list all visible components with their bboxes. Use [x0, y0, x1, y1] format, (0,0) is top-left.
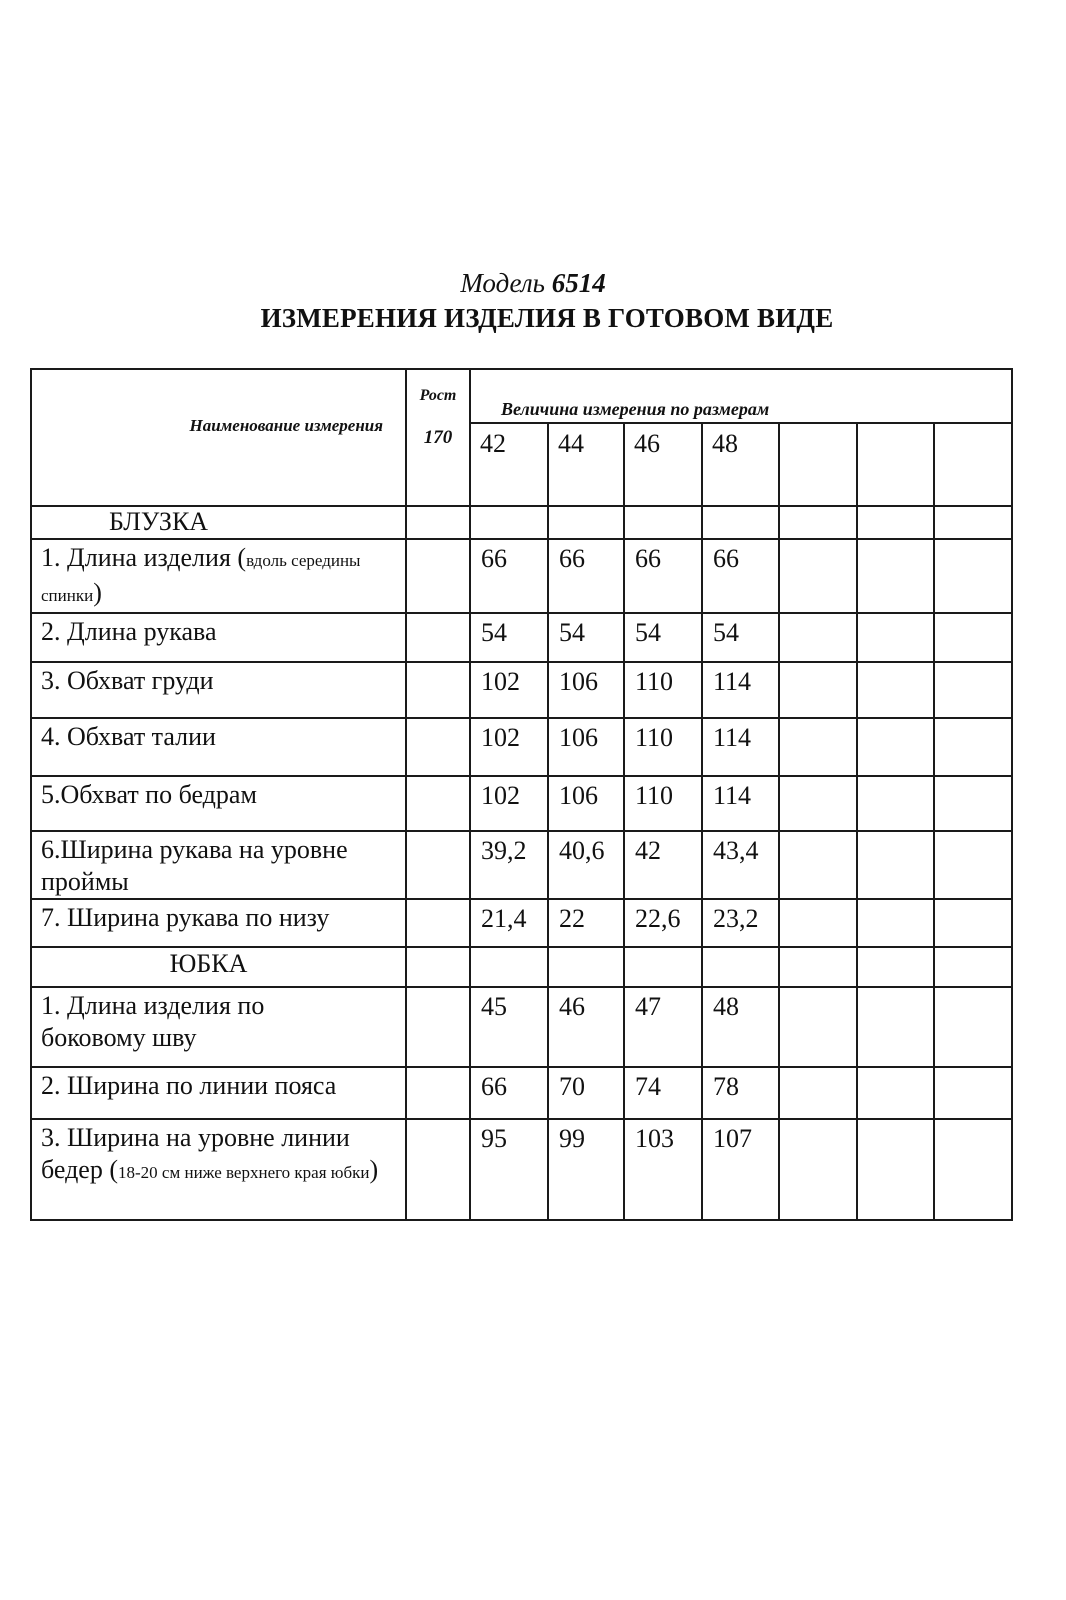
cell-value: 21,4: [470, 899, 548, 947]
table-row: [31, 899, 1012, 947]
table-row: [31, 1119, 1012, 1220]
column-header-sizes: Величина измерения по размерам: [470, 369, 1012, 423]
cell-value: 66: [624, 539, 702, 613]
row-label: 5.Обхват по бедрам: [31, 776, 406, 831]
cell-value: 54: [548, 613, 624, 662]
cell-value: 22,6: [624, 899, 702, 947]
model-line: [0, 268, 1066, 299]
cell-value: 48: [702, 987, 779, 1067]
table-row: [31, 718, 1012, 776]
section-row: [31, 947, 1012, 987]
cell-value: 45: [470, 987, 548, 1067]
cell-value: 54: [624, 613, 702, 662]
size-header: 46: [624, 423, 702, 506]
size-header: [934, 423, 1012, 506]
cell-value: 107: [702, 1119, 779, 1220]
height-label: Рост: [419, 387, 457, 404]
cell-value: 40,6: [548, 831, 624, 899]
cell-value: 43,4: [702, 831, 779, 899]
cell-value: 110: [624, 776, 702, 831]
size-header: 44: [548, 423, 624, 506]
cell-value: 106: [548, 718, 624, 776]
row-label: 1. Длина изделия (вдоль середины спинки): [31, 539, 406, 613]
size-header: [779, 423, 857, 506]
cell-value: 46: [548, 987, 624, 1067]
size-header: [857, 423, 934, 506]
cell-value: 110: [624, 718, 702, 776]
cell-value: 74: [624, 1067, 702, 1119]
cell-value: 102: [470, 776, 548, 831]
cell-value: 78: [702, 1067, 779, 1119]
cell-value: 103: [624, 1119, 702, 1220]
cell-value: 114: [702, 718, 779, 776]
cell-value: 66: [470, 539, 548, 613]
row-label: 4. Обхват талии: [31, 718, 406, 776]
table-row: [31, 776, 1012, 831]
size-header: 48: [702, 423, 779, 506]
row-note: вдоль середины спинки: [41, 551, 361, 605]
cell-value: 39,2: [470, 831, 548, 899]
height-value: 170: [423, 427, 453, 448]
row-label: 6.Ширина рукава на уровне проймы: [31, 831, 406, 899]
row-label: 3. Ширина на уровне линии бедер (18-20 см ниже верхнего края юбки): [31, 1119, 406, 1220]
row-note: 18-20 см ниже верхнего края юбки: [118, 1163, 370, 1182]
cell-value: 114: [702, 662, 779, 718]
cell-value: 70: [548, 1067, 624, 1119]
cell-value: 23,2: [702, 899, 779, 947]
row-label: 7. Ширина рукава по низу: [31, 899, 406, 947]
cell-value: 42: [624, 831, 702, 899]
cell-value: 114: [702, 776, 779, 831]
cell-value: 99: [548, 1119, 624, 1220]
cell-value: 54: [470, 613, 548, 662]
section-row: [31, 506, 1012, 539]
table-row: [31, 831, 1012, 899]
row-label: 1. Длина изделия по боковому шву: [31, 987, 406, 1067]
cell-value: 110: [624, 662, 702, 718]
cell-value: 102: [470, 718, 548, 776]
table-row: [31, 539, 1012, 613]
row-label: 2. Длина рукава: [31, 613, 406, 662]
page-title: ИЗМЕРЕНИЯ ИЗДЕЛИЯ В ГОТОВОМ ВИДЕ: [260, 303, 834, 333]
measurements-table: [30, 368, 1013, 1221]
table-row: [31, 1067, 1012, 1119]
section-title-skirt: ЮБКА: [31, 947, 406, 987]
cell-value: 66: [470, 1067, 548, 1119]
cell-value: 95: [470, 1119, 548, 1220]
cell-value: 106: [548, 776, 624, 831]
cell-value: 102: [470, 662, 548, 718]
cell-value: 47: [624, 987, 702, 1067]
cell-value: 22: [548, 899, 624, 947]
column-header-height: [406, 369, 470, 506]
table-row: [31, 987, 1012, 1067]
size-header: 42: [470, 423, 548, 506]
row-label: 2. Ширина по линии пояса: [31, 1067, 406, 1119]
row-label: 3. Обхват груди: [31, 662, 406, 718]
cell-value: 66: [702, 539, 779, 613]
model-label: Модель: [460, 268, 545, 298]
section-title-blouse: БЛУЗКА: [31, 506, 406, 539]
cell-value: 54: [702, 613, 779, 662]
cell-value: 106: [548, 662, 624, 718]
cell-value: 66: [548, 539, 624, 613]
model-number: 6514: [551, 268, 606, 298]
table-row: [31, 662, 1012, 718]
table-row: [31, 613, 1012, 662]
column-header-measurement: Наименование измерения: [31, 369, 406, 506]
